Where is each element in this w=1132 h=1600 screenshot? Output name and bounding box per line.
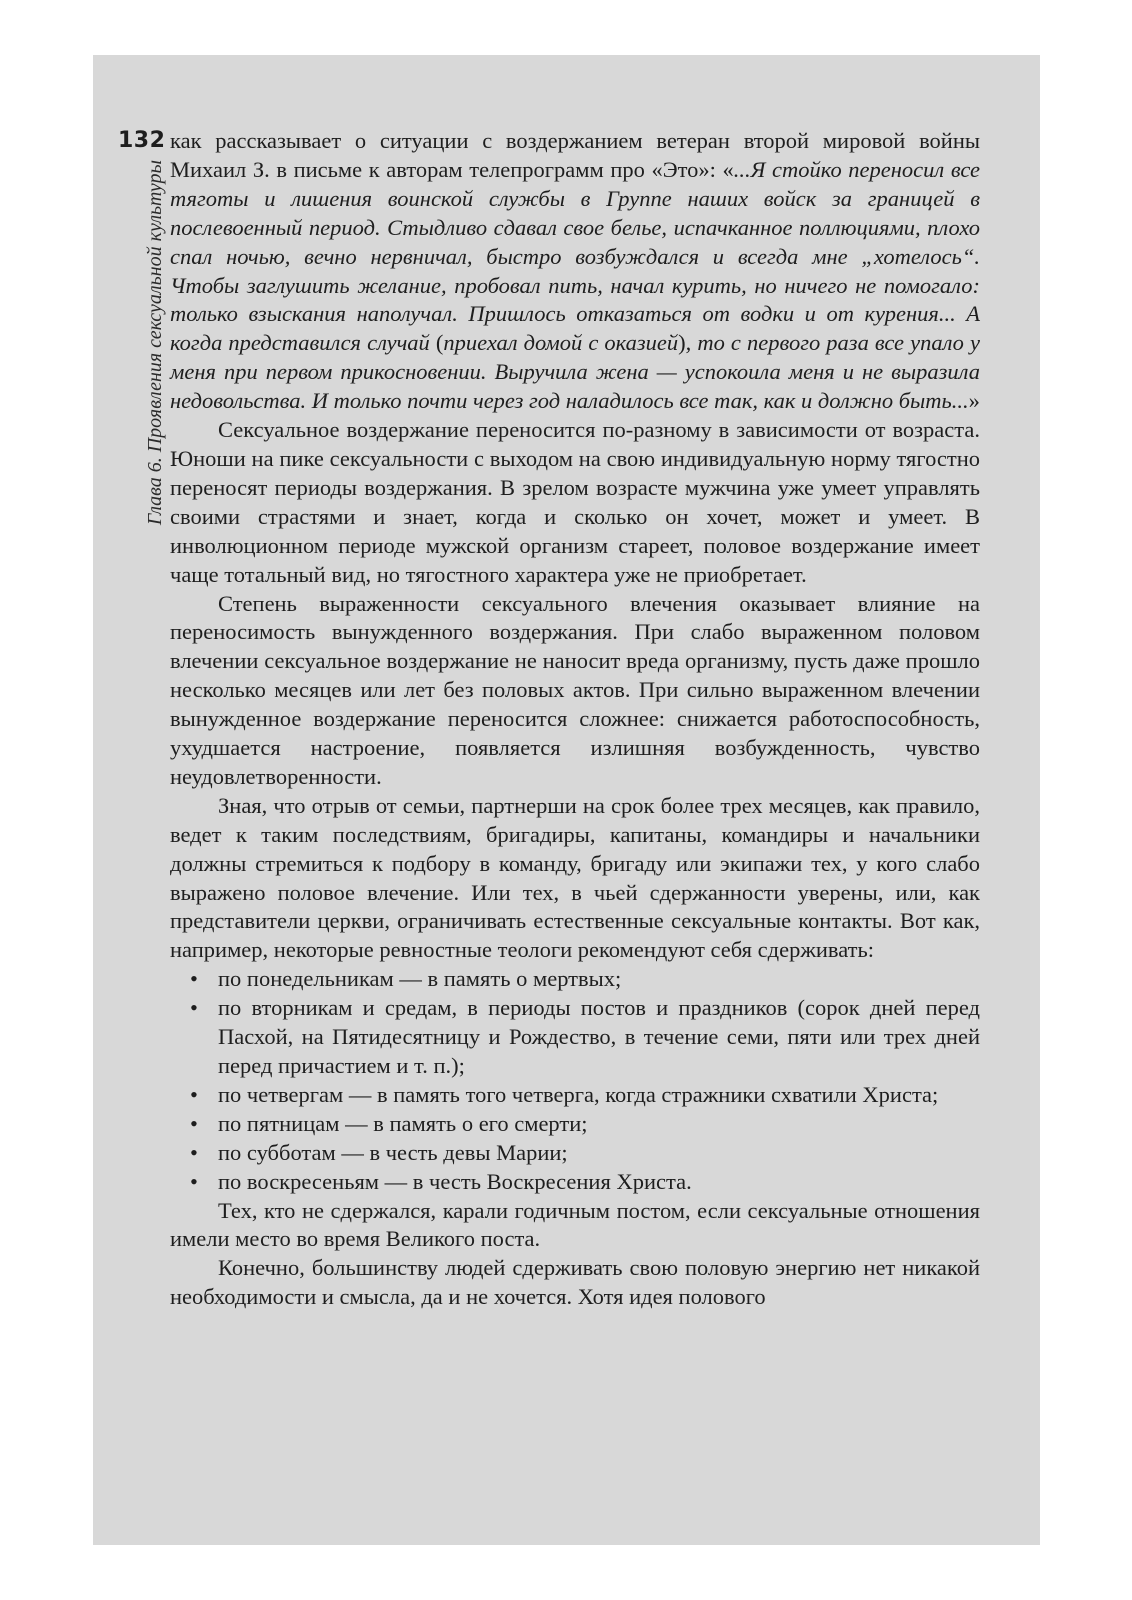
quote-close: » xyxy=(968,388,980,414)
quote-text: ...Я стойко переносил все тяготы и лишения воинской службы в Группе наших войск за границей в послевоенный период. Стыдливо сдавал свое белье, испачканное поллюциями, плохо спал ночью, вечно нервничал, быстро возбуждался и всегда мне „хотелось“. Чтобы заглушить желание, пробовал пить, начал курить, но ничего не помогало: только взыскания наполучал. Пришлось отказаться от водки и от курения... А когда представился случай xyxy=(170,156,980,356)
running-head: Глава 6. Проявления сексуальной культуры xyxy=(144,160,166,526)
bullet-icon: • xyxy=(190,1168,198,1194)
quote-text: , то с первого раза все упало у меня при первом прикосновении. Выручила жена — успокоила меня и не выразила недовольства. И только почти через год наладилось все так, как и должно быть... xyxy=(170,330,980,414)
list-item xyxy=(170,1168,980,1197)
bullet-icon: • xyxy=(190,995,198,1021)
list-item-text: по понедельникам — в память о мертвых; xyxy=(218,966,622,992)
bullet-icon: • xyxy=(190,1081,198,1107)
bullet-icon: • xyxy=(190,966,198,992)
paren-close: ) xyxy=(678,330,686,356)
list-item-text: по вторникам и средам, в периоды постов и праздников (сорок дней перед Пасхой, на Пятидесятницу и Рождество, в течение семи, пяти или трех дней перед причастием и т. п.); xyxy=(218,995,980,1078)
paragraph: Степень выраженности сексуального влечения оказывает влияние на переносимость вынужденного воздержания. При слабо выраженном половом влечении сексуальное воздержание не наносит вреда организму, пусть даже прошло несколько месяцев или лет без половых актов. При сильно выраженном влечении вынужденное воздержание переносится сложнее: снижается работоспособность, ухудшается настроение, появляется излишняя возбужденность, чувство неудовлетворенности. xyxy=(170,590,980,789)
list-item-text: по воскресеньям — в честь Воскресения Христа. xyxy=(218,1168,692,1194)
paragraph-text: как рассказывает о ситуации с воздержанием ветеран второй мировой войны Михаил З. в письме к авторам телепрограмм про «Это»: « xyxy=(170,128,980,182)
list-item-text: по субботам — в честь девы Марии; xyxy=(218,1139,568,1165)
list-item xyxy=(170,1139,980,1168)
paragraph: Сексуальное воздержание переносится по-разному в зависимости от возраста. Юноши на пике сексуальности с выходом на свою индивидуальную норму тягостно переносят периоды воздержания. В зрелом возрасте мужчина уже умеет управлять своими страстями и знает, когда и сколько он хочет, может и умеет. В инволюционном периоде мужской организм стареет, половое воздержание имеет чаще тотальный вид, но тягостного характера уже не приобретает. xyxy=(170,417,980,587)
bullet-list xyxy=(170,965,980,1196)
paragraph xyxy=(170,127,980,416)
body-text xyxy=(170,127,980,1312)
list-item-text: по пятницам — в память о его смерти; xyxy=(218,1110,588,1136)
list-item-text: по четвергам — в память того четверга, когда стражники схватили Христа; xyxy=(218,1081,939,1107)
list-item xyxy=(170,965,980,994)
quote-text: приехал домой с оказией xyxy=(443,330,679,356)
paragraph: Зная, что отрыв от семьи, партнерши на срок более трех месяцев, как правило, ведет к таким последствиям, бригадиры, капитаны, командиры и начальники должны стремиться к подбору в команду, бригаду или экипажи тех, у кого слабо выражено половое влечение. Или тех, в чьей сдержанности уверены, или, как представители церкви, ограничивать естественные сексуальные контакты. Вот как, например, некоторые ревностные теологи рекомендуют себя сдерживать: xyxy=(170,792,980,963)
paren-open: ( xyxy=(435,330,444,356)
paragraph: Конечно, большинству людей сдерживать свою половую энергию нет никакой необходимости и смысла, да и не хочется. Хотя идея полового xyxy=(170,1255,980,1310)
bullet-icon: • xyxy=(190,1110,198,1136)
bullet-icon: • xyxy=(190,1139,198,1165)
page-number: 132 xyxy=(118,128,166,153)
paragraph: Тех, кто не сдержался, карали годичным постом, если сексуальные отношения имели место во время Великого поста. xyxy=(170,1197,980,1252)
list-item xyxy=(170,1081,980,1110)
list-item xyxy=(170,994,980,1081)
list-item xyxy=(170,1110,980,1139)
